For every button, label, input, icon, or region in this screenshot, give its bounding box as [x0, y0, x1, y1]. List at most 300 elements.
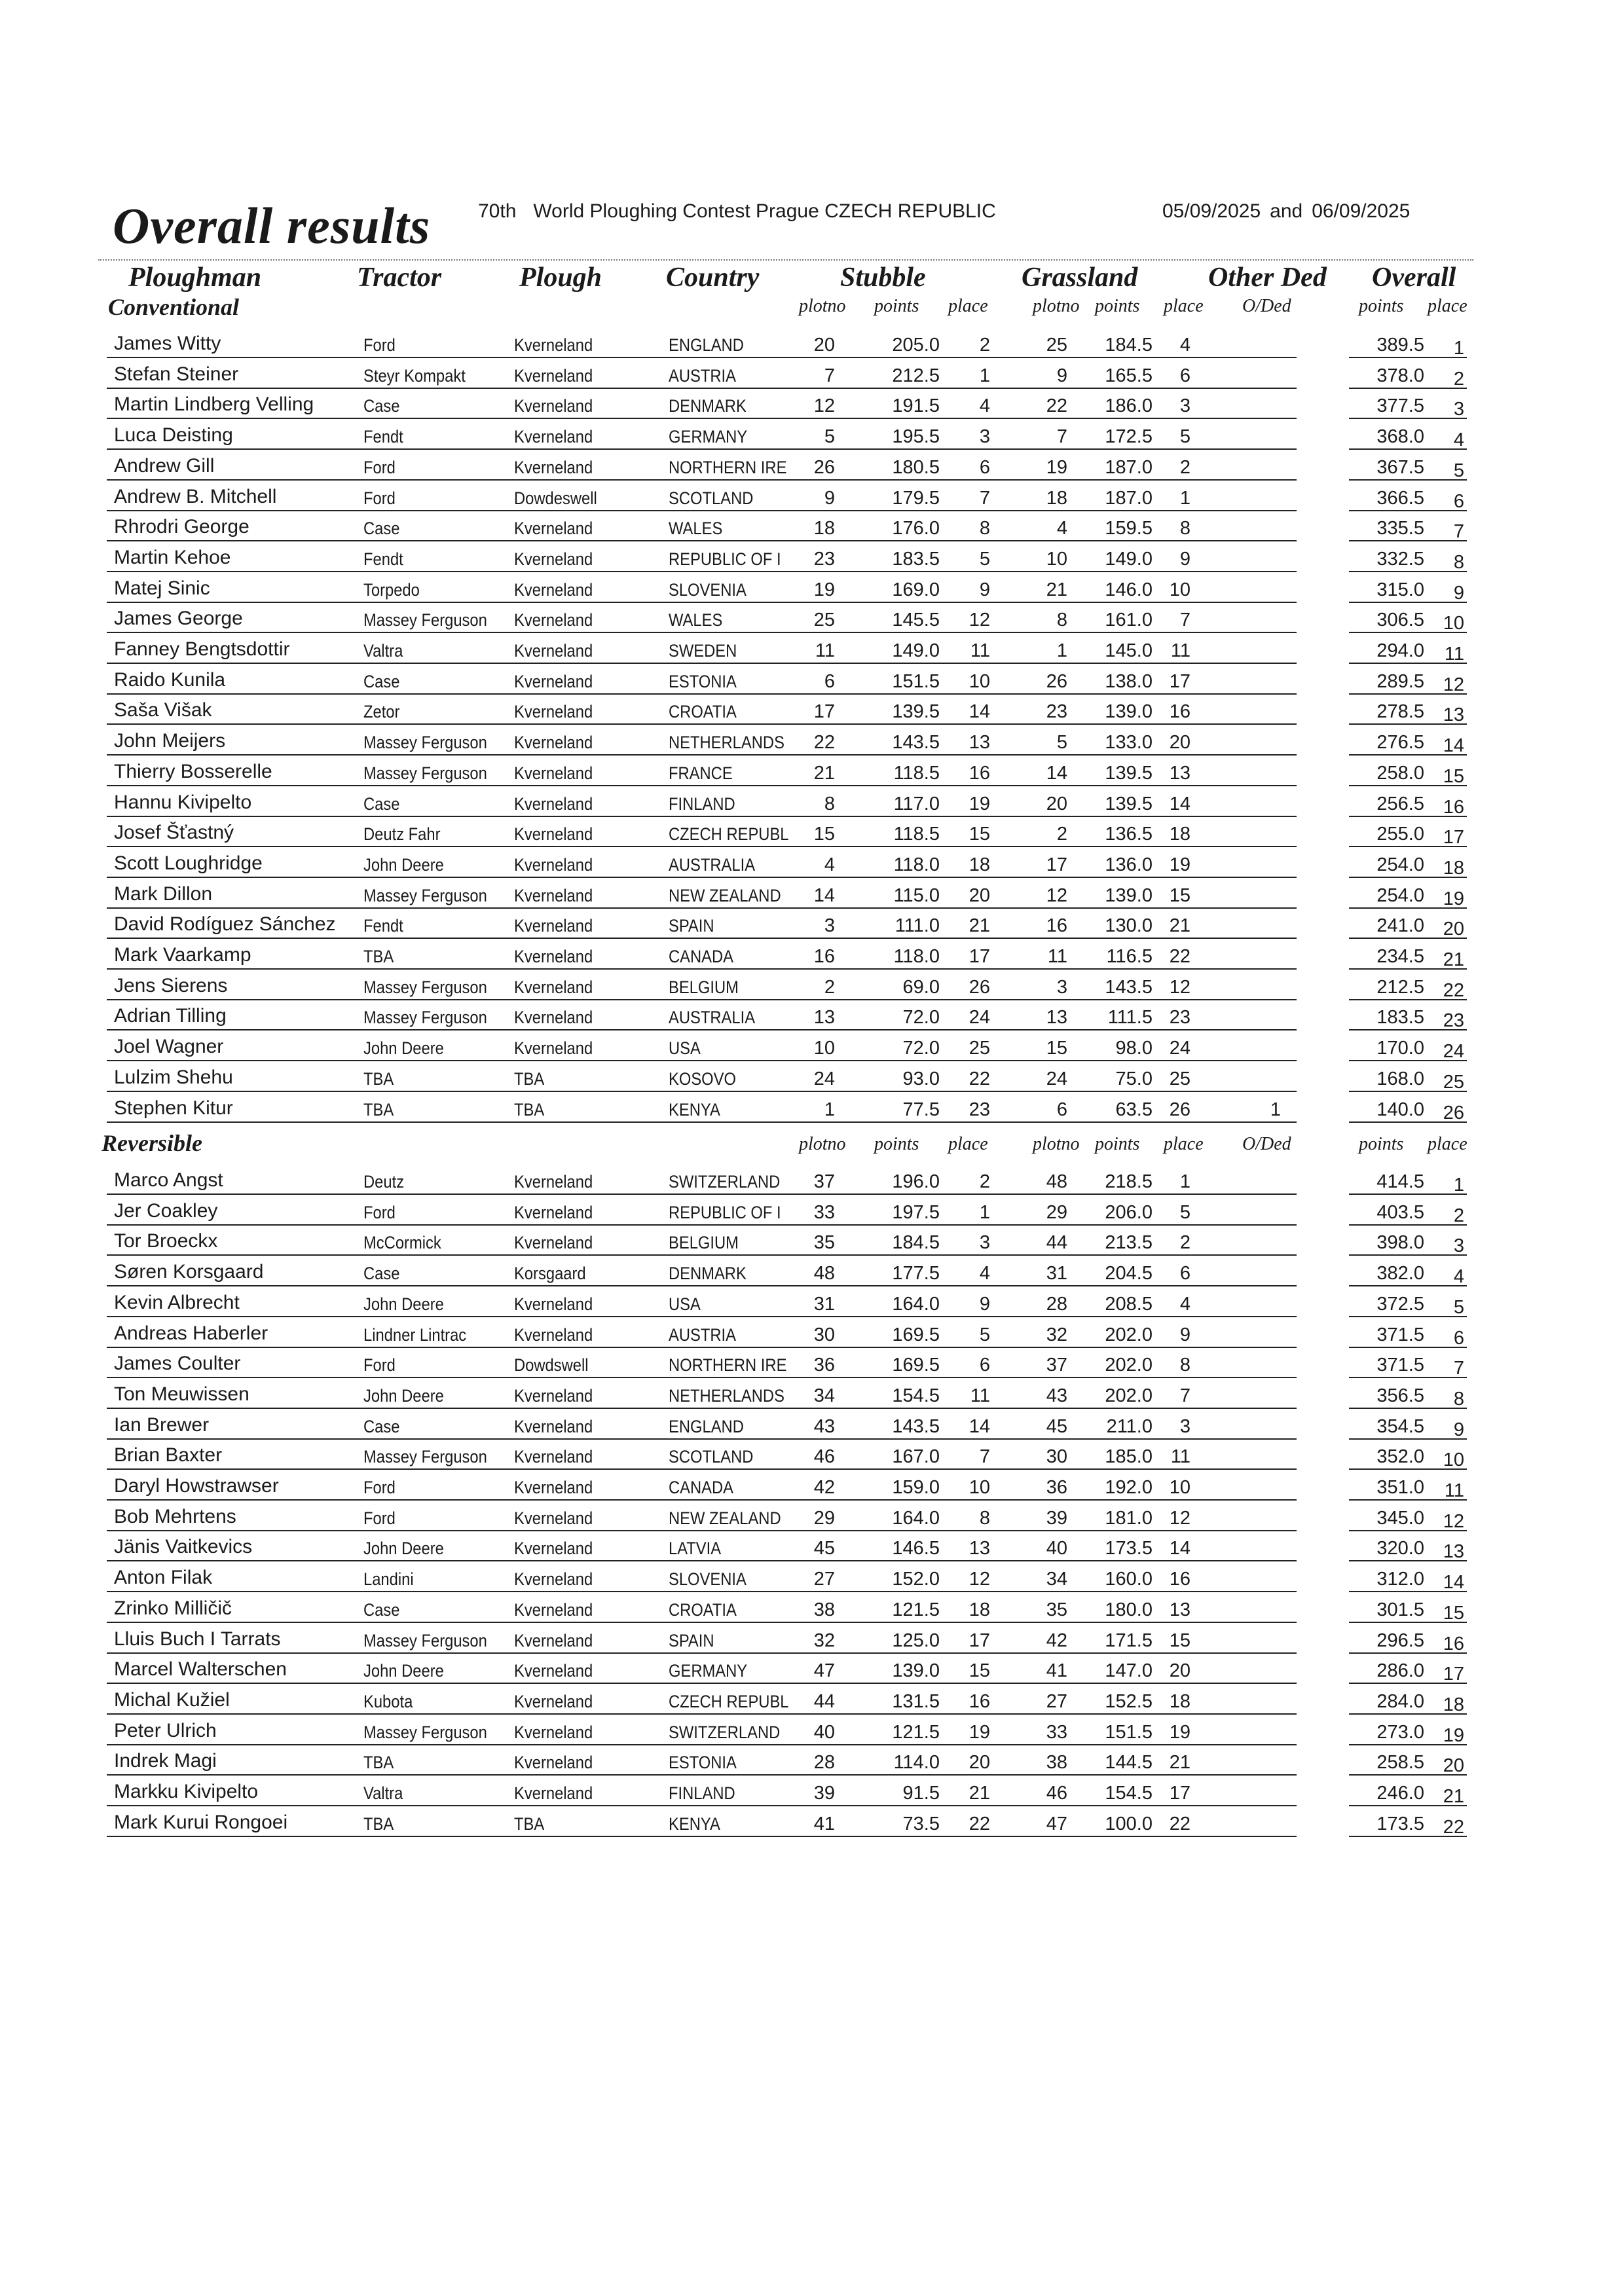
grassland-points: 133.0: [1105, 732, 1153, 754]
ploughman-name: Andreas Haberler: [114, 1322, 268, 1344]
table-row: [0, 665, 1624, 696]
ploughman-name: Ton Meuwissen: [114, 1383, 249, 1405]
other-ded-value: 1: [1270, 1099, 1281, 1120]
grassland-points: 143.5: [1105, 976, 1153, 998]
tractor-cell: John Deere: [363, 1385, 444, 1406]
overall-points: 368.0: [1376, 426, 1424, 448]
overall-points: 258.0: [1376, 762, 1424, 784]
country-cell: WALES: [669, 610, 723, 630]
country-cell: CZECH REPUBL: [669, 824, 789, 845]
country-cell: AUSTRIA: [669, 1324, 736, 1345]
grassland-plotno: 7: [1056, 426, 1067, 448]
grassland-plotno: 3: [1056, 976, 1067, 998]
country-cell: USA: [669, 1038, 701, 1059]
country-cell: CANADA: [669, 1478, 734, 1497]
stubble-points: 179.5: [892, 487, 940, 509]
tractor-cell: Kubota: [363, 1691, 413, 1711]
tractor-cell: Zetor: [363, 702, 400, 722]
overall-points: 276.5: [1376, 732, 1424, 754]
stubble-points: 118.0: [893, 854, 940, 875]
plough-cell: Kverneland: [514, 977, 593, 997]
country-cell: GERMANY: [669, 427, 748, 447]
row-rule: [107, 1438, 1297, 1440]
stubble-place: 9: [979, 1293, 990, 1315]
tractor-cell: Fendt: [363, 549, 403, 569]
overall-rule: [1349, 968, 1467, 970]
grassland-points: 192.0: [1105, 1477, 1153, 1498]
col-header-country: Country: [666, 263, 760, 293]
plough-cell: Korsgaard: [514, 1264, 586, 1284]
grassland-plotno: 26: [1046, 670, 1067, 692]
grassland-points: 130.0: [1105, 915, 1153, 937]
table-row: [0, 1410, 1624, 1441]
stubble-place: 15: [969, 1660, 990, 1682]
tractor-cell: Valtra: [363, 1783, 403, 1803]
tractor-cell: Case: [363, 396, 400, 416]
overall-points: 366.5: [1376, 487, 1424, 509]
grassland-plotno: 35: [1046, 1599, 1067, 1620]
grassland-points: 152.5: [1105, 1690, 1153, 1712]
grassland-points: 147.0: [1105, 1660, 1153, 1682]
tractor-cell: Case: [363, 1416, 400, 1436]
stubble-plotno: 34: [813, 1385, 835, 1406]
stubble-plotno: 23: [813, 548, 835, 570]
tractor-cell: Steyr Kompakt: [363, 365, 466, 386]
tractor-cell: Ford: [363, 1202, 396, 1222]
stubble-place: 23: [969, 1099, 990, 1120]
overall-place: 1: [1453, 338, 1464, 359]
country-cell: AUSTRIA: [669, 365, 736, 386]
sub-stubble-points: points: [874, 296, 919, 316]
row-rule: [107, 723, 1297, 725]
overall-rule: [1349, 448, 1467, 450]
overall-rule: [1349, 1560, 1467, 1561]
stubble-place: 20: [969, 884, 990, 906]
stubble-plotno: 4: [824, 854, 835, 875]
stubble-place: 8: [979, 518, 990, 539]
stubble-points: 191.5: [892, 395, 940, 417]
ploughman-name: James Witty: [114, 333, 221, 354]
grassland-points: 139.0: [1105, 701, 1153, 723]
table-row: [0, 512, 1624, 543]
overall-points: 241.0: [1376, 915, 1424, 937]
country-cell: ESTONIA: [669, 671, 737, 691]
row-rule: [107, 1408, 1297, 1409]
plough-cell: TBA: [514, 1068, 545, 1089]
overall-points: 255.0: [1376, 824, 1424, 845]
grassland-place: 14: [1169, 1538, 1190, 1559]
overall-points: 356.5: [1376, 1385, 1424, 1406]
plough-cell: Kverneland: [514, 1508, 593, 1528]
grassland-plotno: 42: [1046, 1630, 1067, 1651]
grassland-points: 154.5: [1105, 1783, 1153, 1804]
overall-place: 7: [1453, 1358, 1464, 1379]
grassland-place: 1: [1179, 487, 1190, 509]
grassland-place: 13: [1169, 1599, 1190, 1620]
row-rule: [107, 816, 1297, 817]
tractor-cell: Torpedo: [363, 579, 420, 600]
row-rule: [107, 1652, 1297, 1654]
plough-cell: Kverneland: [514, 1294, 593, 1314]
row-rule: [107, 571, 1297, 572]
overall-place: 3: [1453, 1235, 1464, 1257]
stubble-points: 197.5: [892, 1201, 940, 1223]
grassland-place: 18: [1169, 1690, 1190, 1712]
grassland-place: 21: [1169, 915, 1190, 937]
plough-cell: Kverneland: [514, 396, 593, 416]
ploughman-name: Lulzim Shehu: [114, 1066, 233, 1088]
grassland-plotno: 17: [1046, 854, 1067, 875]
overall-rule: [1349, 1622, 1467, 1623]
overall-points: 256.5: [1376, 793, 1424, 814]
overall-place: 25: [1443, 1071, 1464, 1093]
stubble-place: 7: [979, 1446, 990, 1468]
grassland-place: 20: [1169, 1660, 1190, 1682]
row-rule: [107, 418, 1297, 419]
country-cell: NETHERLANDS: [669, 733, 784, 753]
overall-place: 1: [1453, 1175, 1464, 1195]
stubble-plotno: 1: [824, 1099, 835, 1120]
ploughman-name: Fanney Bengtsdottir: [114, 638, 290, 660]
plough-cell: Kverneland: [514, 916, 593, 936]
overall-place: 21: [1443, 1786, 1464, 1807]
grassland-place: 17: [1169, 670, 1190, 692]
plough-cell: Kverneland: [514, 1233, 593, 1253]
grassland-place: 22: [1169, 946, 1190, 967]
table-row: [0, 879, 1624, 910]
stubble-plotno: 41: [813, 1813, 835, 1834]
ploughman-name: Josef Šťastný: [114, 822, 234, 844]
grassland-place: 4: [1179, 1293, 1190, 1315]
stubble-plotno: 29: [813, 1507, 835, 1529]
stubble-plotno: 32: [813, 1630, 835, 1651]
tractor-cell: Massey Ferguson: [363, 763, 487, 783]
stubble-plotno: 33: [813, 1201, 835, 1223]
stubble-place: 9: [979, 579, 990, 600]
stubble-points: 151.5: [892, 670, 940, 692]
ploughman-name: Lluis Buch I Tarrats: [114, 1628, 281, 1650]
sub-other-ded: O/Ded: [1242, 1134, 1291, 1154]
ploughman-name: Adrian Tilling: [114, 1005, 227, 1027]
ploughman-name: Martin Kehoe: [114, 546, 231, 568]
row-rule: [107, 693, 1297, 695]
ploughman-name: Mark Kurui Rongoei: [114, 1811, 288, 1833]
overall-place: 7: [1453, 521, 1464, 543]
table-row: [0, 604, 1624, 634]
country-cell: KENYA: [669, 1813, 720, 1834]
country-cell: SWEDEN: [669, 641, 737, 661]
ploughman-name: Raido Kunila: [114, 668, 226, 691]
row-rule: [107, 877, 1297, 878]
grassland-plotno: 5: [1056, 732, 1067, 754]
stubble-place: 13: [969, 732, 990, 754]
sub-stubble-points: points: [874, 1134, 919, 1154]
grassland-place: 20: [1169, 732, 1190, 754]
grassland-plotno: 40: [1046, 1538, 1067, 1559]
row-rule: [107, 1194, 1297, 1195]
stubble-points: 125.0: [892, 1630, 940, 1651]
grassland-plotno: 46: [1046, 1783, 1067, 1804]
grassland-plotno: 11: [1047, 946, 1067, 967]
stubble-points: 118.5: [893, 824, 940, 845]
overall-rule: [1349, 754, 1467, 756]
stubble-points: 169.0: [892, 579, 940, 600]
stubble-points: 183.5: [892, 548, 940, 570]
plough-cell: Kverneland: [514, 1539, 593, 1559]
ploughman-name: Kevin Albrecht: [114, 1291, 240, 1313]
tractor-cell: TBA: [363, 1813, 394, 1834]
stubble-place: 1: [979, 1201, 990, 1223]
grassland-points: 144.5: [1105, 1752, 1153, 1774]
ploughman-name: Peter Ulrich: [114, 1719, 217, 1741]
row-rule: [107, 999, 1297, 1000]
stubble-plotno: 35: [813, 1232, 835, 1254]
grassland-plotno: 39: [1046, 1507, 1067, 1529]
stubble-points: 180.5: [892, 456, 940, 478]
tractor-cell: Lindner Lintrac: [363, 1324, 467, 1345]
grassland-place: 6: [1179, 365, 1190, 386]
row-rule: [107, 479, 1297, 481]
row-rule: [107, 510, 1297, 511]
stubble-points: 93.0: [902, 1068, 940, 1089]
grassland-points: 208.5: [1105, 1293, 1153, 1315]
sub-other-ded: O/Ded: [1242, 296, 1291, 316]
overall-place: 20: [1443, 919, 1464, 940]
table-row: [0, 1379, 1624, 1410]
stubble-place: 16: [969, 1690, 990, 1712]
stubble-plotno: 42: [813, 1477, 835, 1498]
grassland-points: 173.5: [1105, 1538, 1153, 1559]
plough-cell: Kverneland: [514, 427, 593, 447]
overall-rule: [1349, 1713, 1467, 1715]
overall-points: 286.0: [1376, 1660, 1424, 1682]
grassland-place: 5: [1179, 426, 1190, 448]
grassland-points: 171.5: [1105, 1630, 1153, 1651]
grassland-place: 11: [1170, 1446, 1190, 1468]
overall-place: 16: [1443, 1633, 1464, 1654]
table-row: [0, 634, 1624, 665]
ploughman-name: Rhrodri George: [114, 516, 249, 538]
overall-rule: [1349, 1438, 1467, 1440]
plough-cell: Kverneland: [514, 1202, 593, 1222]
country-cell: SPAIN: [669, 1630, 714, 1650]
country-cell: AUSTRALIA: [669, 1008, 756, 1028]
grassland-plotno: 12: [1046, 884, 1067, 906]
plough-cell: Kverneland: [514, 579, 593, 600]
overall-rule: [1349, 1347, 1467, 1348]
plough-cell: Kverneland: [514, 733, 593, 753]
overall-rule: [1349, 418, 1467, 419]
country-cell: WALES: [669, 519, 723, 539]
overall-points: 398.0: [1376, 1232, 1424, 1254]
country-cell: CROATIA: [669, 1599, 737, 1620]
grassland-place: 21: [1169, 1752, 1190, 1774]
overall-points: 278.5: [1376, 701, 1424, 723]
overall-rule: [1349, 1836, 1467, 1837]
stubble-place: 17: [969, 946, 990, 967]
row-rule: [107, 1285, 1297, 1286]
table-row: [0, 1716, 1624, 1747]
page-title: Overall results: [113, 197, 431, 254]
grassland-place: 13: [1169, 762, 1190, 784]
stubble-plotno: 47: [813, 1660, 835, 1682]
country-cell: FINLAND: [669, 1783, 735, 1803]
overall-rule: [1349, 1285, 1467, 1286]
grassland-plotno: 37: [1046, 1355, 1067, 1376]
stubble-place: 19: [969, 793, 990, 814]
overall-rule: [1349, 1805, 1467, 1806]
grassland-points: 151.5: [1105, 1721, 1153, 1743]
grassland-points: 139.5: [1105, 762, 1153, 784]
overall-rule: [1349, 357, 1467, 358]
stubble-place: 8: [979, 1507, 990, 1529]
col-header-other-ded: Other Ded: [1208, 263, 1327, 293]
overall-rule: [1349, 1468, 1467, 1470]
stubble-points: 118.0: [893, 946, 940, 967]
overall-rule: [1349, 846, 1467, 847]
sub-overall-points: points: [1359, 1134, 1404, 1154]
country-cell: CROATIA: [669, 702, 737, 722]
grassland-place: 9: [1179, 1324, 1190, 1345]
table-row: [0, 543, 1624, 574]
stubble-plotno: 3: [824, 915, 835, 937]
plough-cell: Kverneland: [514, 1569, 593, 1590]
overall-points: 294.0: [1376, 640, 1424, 661]
table-row: [0, 757, 1624, 788]
stubble-plotno: 37: [813, 1171, 835, 1192]
stubble-place: 13: [969, 1538, 990, 1559]
table-row: [0, 1032, 1624, 1063]
stubble-points: 77.5: [902, 1099, 940, 1120]
country-cell: SLOVENIA: [669, 1569, 747, 1590]
overall-place: 11: [1444, 644, 1464, 665]
plough-cell: Kverneland: [514, 519, 593, 539]
overall-rule: [1349, 1121, 1467, 1123]
grassland-points: 161.0: [1105, 610, 1153, 631]
overall-place: 8: [1453, 1388, 1464, 1410]
ploughman-name: James Coulter: [114, 1353, 241, 1375]
stubble-points: 195.5: [892, 426, 940, 448]
overall-rule: [1349, 907, 1467, 909]
ploughman-name: Daryl Howstrawser: [114, 1475, 279, 1497]
grassland-plotno: 43: [1046, 1385, 1067, 1406]
sub-grassland-plotno: plotno: [1033, 1134, 1080, 1154]
ploughman-name: Ian Brewer: [114, 1413, 210, 1436]
grassland-plotno: 23: [1046, 701, 1067, 723]
grassland-points: 159.5: [1105, 518, 1153, 539]
stubble-points: 177.5: [892, 1263, 940, 1285]
overall-place: 20: [1443, 1755, 1464, 1777]
row-rule: [107, 1316, 1297, 1317]
ploughman-name: Matej Sinic: [114, 577, 210, 599]
stubble-place: 6: [979, 1355, 990, 1376]
overall-points: 382.0: [1376, 1263, 1424, 1285]
grassland-place: 8: [1179, 518, 1190, 539]
tractor-cell: John Deere: [363, 1038, 444, 1059]
tractor-cell: Case: [363, 671, 400, 691]
table-row: [0, 420, 1624, 451]
stubble-place: 22: [969, 1068, 990, 1089]
stubble-plotno: 21: [813, 762, 835, 784]
table-row: [0, 940, 1624, 971]
country-cell: USA: [669, 1294, 701, 1314]
overall-points: 254.0: [1376, 854, 1424, 875]
grassland-plotno: 45: [1046, 1415, 1067, 1437]
stubble-place: 18: [969, 854, 990, 875]
ploughman-name: Joel Wagner: [114, 1036, 224, 1058]
sub-overall-points: points: [1359, 296, 1404, 316]
grassland-points: 202.0: [1105, 1324, 1153, 1345]
row-rule: [107, 663, 1297, 664]
overall-rule: [1349, 540, 1467, 541]
plough-cell: Kverneland: [514, 1478, 593, 1497]
grassland-place: 1: [1179, 1171, 1190, 1192]
grassland-points: 160.0: [1105, 1569, 1153, 1590]
table-row: [0, 1001, 1624, 1032]
overall-rule: [1349, 1774, 1467, 1776]
overall-points: 306.5: [1376, 610, 1424, 631]
overall-points: 414.5: [1376, 1171, 1424, 1192]
ploughman-name: Tor Broeckx: [114, 1230, 218, 1252]
ploughman-name: Stephen Kitur: [114, 1097, 233, 1119]
overall-rule: [1349, 877, 1467, 878]
table-row: [0, 909, 1624, 940]
country-cell: FINLAND: [669, 793, 735, 814]
table-row: [0, 971, 1624, 1002]
stubble-place: 24: [969, 1007, 990, 1029]
grassland-points: 145.0: [1105, 640, 1153, 661]
country-cell: REPUBLIC OF I: [669, 549, 781, 569]
overall-place: 5: [1453, 1296, 1464, 1318]
stubble-plotno: 2: [824, 976, 835, 998]
tractor-cell: Massey Ferguson: [363, 1722, 487, 1742]
country-cell: KOSOVO: [669, 1068, 736, 1089]
grassland-plotno: 13: [1046, 1007, 1067, 1029]
ploughman-name: Michal Kužiel: [114, 1688, 230, 1711]
event-dates: [1162, 200, 1410, 223]
overall-place: 24: [1443, 1041, 1464, 1063]
grassland-points: 138.0: [1105, 670, 1153, 692]
stubble-plotno: 18: [813, 518, 835, 539]
plough-cell: Kverneland: [514, 1008, 593, 1028]
grassland-place: 17: [1169, 1783, 1190, 1804]
table-row: [0, 1746, 1624, 1777]
grassland-place: 6: [1179, 1263, 1190, 1285]
table-row: [0, 695, 1624, 726]
stubble-plotno: 48: [813, 1263, 835, 1285]
stubble-points: 184.5: [892, 1232, 940, 1254]
sub-overall-place: place: [1428, 1134, 1467, 1154]
country-cell: CZECH REPUBL: [669, 1691, 789, 1711]
overall-points: 183.5: [1376, 1007, 1424, 1029]
sub-stubble-plotno: plotno: [799, 296, 846, 316]
grassland-points: 146.0: [1105, 579, 1153, 600]
table-row: [0, 848, 1624, 879]
grassland-place: 3: [1179, 395, 1190, 417]
ploughman-name: Saša Višak: [114, 699, 212, 721]
stubble-points: 118.5: [893, 762, 940, 784]
stubble-place: 14: [969, 1415, 990, 1437]
stubble-place: 20: [969, 1752, 990, 1774]
overall-points: 246.0: [1376, 1783, 1424, 1804]
tractor-cell: Massey Ferguson: [363, 977, 487, 997]
table-row: [0, 1196, 1624, 1227]
overall-rule: [1349, 1060, 1467, 1061]
overall-rule: [1349, 1744, 1467, 1745]
stubble-place: 21: [969, 1783, 990, 1804]
stubble-plotno: 12: [813, 395, 835, 417]
stubble-points: 72.0: [902, 1007, 940, 1029]
